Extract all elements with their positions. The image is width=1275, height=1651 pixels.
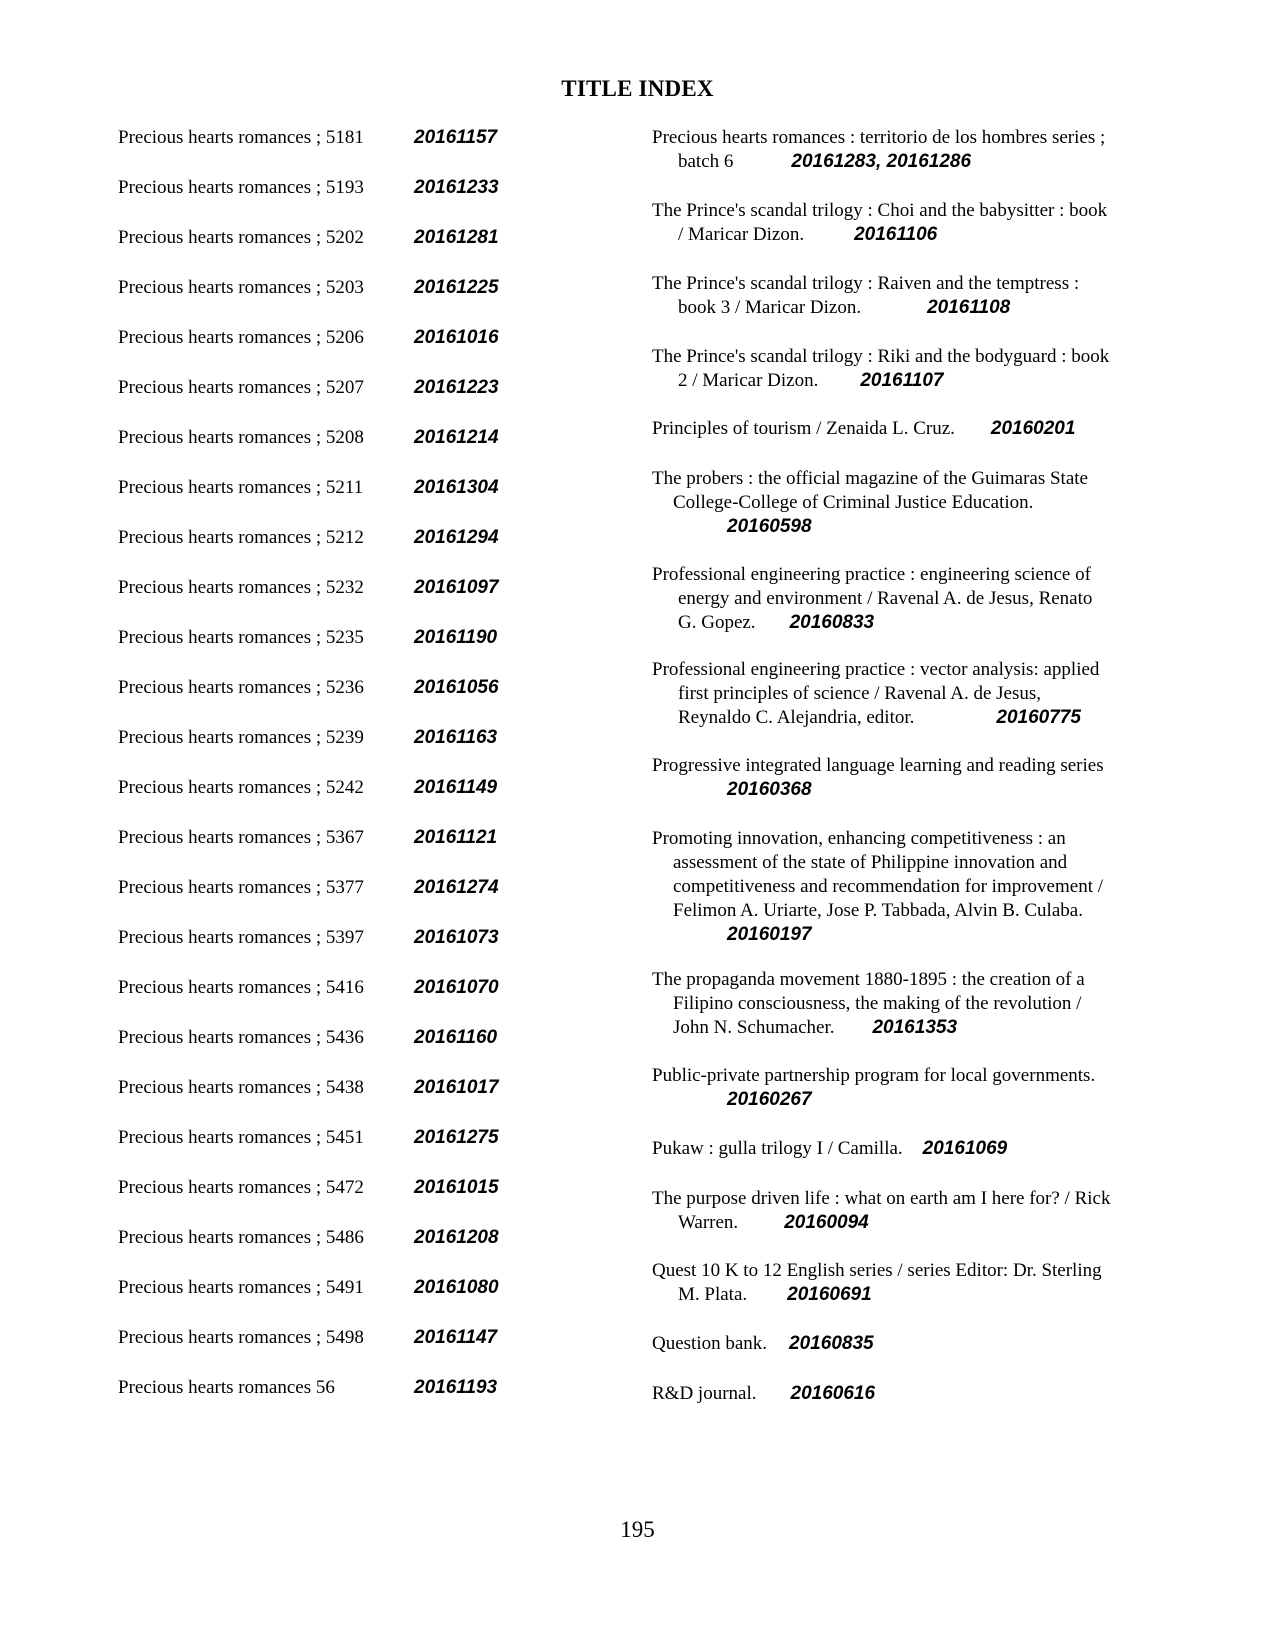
- entry-title-text: The Prince's scandal trilogy : Raiven and the temptress :: [652, 273, 1080, 294]
- entry-title: Precious hearts romances ; 5236: [118, 677, 364, 698]
- entry-title-line: [652, 417, 1162, 441]
- entry-title-text: Filipino consciousness, the making of the revolution /: [673, 993, 1082, 1014]
- entry-title-text: College-College of Criminal Justice Education.: [673, 492, 1034, 513]
- accession-number: 20161107: [860, 370, 944, 391]
- entry-title: Precious hearts romances ; 5207: [118, 377, 364, 398]
- index-entry: [652, 272, 1162, 320]
- index-entry: [118, 573, 538, 603]
- entry-title-line: [652, 587, 1162, 611]
- index-entry: [652, 199, 1162, 247]
- index-entry: [118, 973, 538, 1003]
- index-entry: [118, 723, 538, 753]
- accession-number: 20161121: [414, 827, 498, 848]
- entry-title-text: The propaganda movement 1880-1895 : the creation of a: [652, 969, 1085, 990]
- entry-title-line: [652, 1016, 1162, 1040]
- accession-number: 20161283, 20161286: [791, 151, 972, 172]
- accession-number: 20161106: [854, 224, 938, 245]
- accession-number: 20160616: [790, 1383, 876, 1404]
- accession-number: 20161190: [414, 627, 498, 648]
- entry-title-text: The probers : the official magazine of the Guimaras State: [652, 468, 1088, 489]
- accession-number: 20161015: [414, 1177, 499, 1198]
- accession-number: 20160835: [789, 1333, 874, 1354]
- entry-title-line: [652, 296, 1162, 320]
- accession-number: 20161233: [414, 177, 499, 198]
- entry-title-text: batch 6: [678, 151, 734, 172]
- entry-title-line: [652, 1187, 1162, 1211]
- entry-title-text: Precious hearts romances : territorio de los hombres series ;: [652, 127, 1106, 148]
- accession-number: 20161163: [414, 727, 498, 748]
- index-entry: [652, 417, 1162, 441]
- accession-number: 20161223: [414, 377, 499, 398]
- entry-title: Precious hearts romances ; 5203: [118, 277, 364, 298]
- index-entry: [118, 123, 538, 153]
- accession-number: 20161353: [872, 1017, 958, 1038]
- entry-title: Precious hearts romances ; 5212: [118, 527, 364, 548]
- accession-number: 20160094: [784, 1212, 869, 1233]
- index-entry: [118, 1073, 538, 1103]
- index-entry: [118, 373, 538, 403]
- entry-title: Precious hearts romances ; 5208: [118, 427, 364, 448]
- accession-number: 20161225: [414, 277, 499, 298]
- index-entry: [118, 623, 538, 653]
- entry-title-line: [652, 491, 1162, 515]
- accession-number: 20161149: [414, 777, 498, 798]
- accession-number: 20160598: [727, 516, 812, 537]
- index-entry: [118, 823, 538, 853]
- index-entry: [652, 1064, 1162, 1112]
- accession-line: [652, 515, 1162, 539]
- entry-title-text: Warren.: [678, 1212, 739, 1233]
- page-title: TITLE INDEX: [561, 76, 714, 101]
- accession-number: 20161108: [927, 297, 1011, 318]
- accession-line: [652, 923, 1162, 947]
- entry-title: Precious hearts romances ; 5438: [118, 1077, 364, 1098]
- entry-title-line: [652, 467, 1162, 491]
- entry-title-line: [652, 968, 1162, 992]
- entry-title-text: assessment of the state of Philippine innovation and: [673, 852, 1068, 873]
- entry-title-line: [652, 706, 1162, 730]
- index-entry: [118, 1223, 538, 1253]
- entry-title: Precious hearts romances ; 5202: [118, 227, 364, 248]
- entry-title-line: [652, 1259, 1162, 1283]
- entry-title: Precious hearts romances ; 5377: [118, 877, 364, 898]
- entry-title: Precious hearts romances ; 5451: [118, 1127, 364, 1148]
- entry-title: Precious hearts romances ; 5211: [118, 477, 364, 498]
- entry-title: Precious hearts romances ; 5416: [118, 977, 364, 998]
- entry-title: Precious hearts romances ; 5436: [118, 1027, 364, 1048]
- index-entry: [652, 827, 1162, 947]
- entry-title-text: R&D journal.: [652, 1383, 757, 1404]
- entry-title-text: The Prince's scandal trilogy : Riki and the bodyguard : book: [652, 346, 1110, 367]
- index-entry: [652, 467, 1162, 539]
- index-entry: [652, 1382, 1162, 1406]
- index-entry: [652, 968, 1162, 1040]
- index-entry: [118, 1273, 538, 1303]
- index-entry: [652, 345, 1162, 393]
- entry-title: Precious hearts romances ; 5397: [118, 927, 364, 948]
- entry-title-text: Principles of tourism / Zenaida L. Cruz.: [652, 418, 955, 439]
- index-entry: [652, 1259, 1162, 1307]
- entry-title: Precious hearts romances ; 5242: [118, 777, 364, 798]
- index-entry: [118, 273, 538, 303]
- entry-title-line: [652, 611, 1162, 635]
- entry-title-text: M. Plata.: [678, 1284, 748, 1305]
- entry-title-text: Reynaldo C. Alejandria, editor.: [678, 707, 915, 728]
- entry-title-line: [652, 851, 1162, 875]
- accession-number: 20161214: [414, 427, 499, 448]
- entry-title-line: [652, 827, 1162, 851]
- entry-title: Precious hearts romances ; 5367: [118, 827, 364, 848]
- accession-number: 20160775: [996, 707, 1081, 728]
- index-entry: [652, 563, 1162, 635]
- entry-title-line: [652, 1211, 1162, 1235]
- accession-number: 20161056: [414, 677, 499, 698]
- accession-number: 20161073: [414, 927, 499, 948]
- entry-title-text: Pukaw : gulla trilogy I / Camilla.: [652, 1138, 903, 1159]
- accession-number: 20161080: [414, 1277, 499, 1298]
- accession-number: 20160197: [727, 924, 812, 945]
- entry-title: Precious hearts romances ; 5235: [118, 627, 364, 648]
- entry-title-text: Quest 10 K to 12 English series / series Editor: Dr. Sterling: [652, 1260, 1102, 1281]
- accession-number: 20161070: [414, 977, 499, 998]
- accession-number: 20161069: [922, 1138, 1008, 1159]
- entry-title: Precious hearts romances ; 5239: [118, 727, 364, 748]
- index-entry: [652, 658, 1162, 730]
- entry-title: Precious hearts romances ; 5193: [118, 177, 364, 198]
- accession-number: 20161097: [414, 577, 499, 598]
- entry-title-text: energy and environment / Ravenal A. de Jesus, Renato: [678, 588, 1093, 609]
- entry-title-line: [652, 345, 1162, 369]
- entry-title-line: [652, 1137, 1162, 1161]
- entry-title: Precious hearts romances ; 5486: [118, 1227, 364, 1248]
- accession-number: 20161160: [414, 1027, 498, 1048]
- entry-title-line: [652, 272, 1162, 296]
- index-entry: [118, 773, 538, 803]
- entry-title-text: John N. Schumacher.: [673, 1017, 835, 1038]
- index-entry: [118, 323, 538, 353]
- accession-number: 20160267: [727, 1089, 812, 1110]
- index-entry: [652, 126, 1162, 174]
- entry-title-line: [652, 563, 1162, 587]
- accession-number: 20161294: [414, 527, 499, 548]
- entry-title-line: [652, 1332, 1162, 1356]
- index-entry: [118, 1323, 538, 1353]
- accession-number: 20161208: [414, 1227, 499, 1248]
- entry-title-text: Professional engineering practice : vector analysis: applied: [652, 659, 1100, 680]
- index-entry: [118, 1173, 538, 1203]
- index-entry: [118, 923, 538, 953]
- entry-title-text: / Maricar Dizon.: [678, 224, 805, 245]
- accession-number: 20160833: [789, 612, 875, 633]
- index-entry: [118, 523, 538, 553]
- entry-title-line: [652, 658, 1162, 682]
- index-entry: [118, 1373, 538, 1403]
- entry-title-text: first principles of science / Ravenal A. de Jesus,: [678, 683, 1042, 704]
- index-entry: [118, 173, 538, 203]
- entry-title: Precious hearts romances 56: [118, 1377, 335, 1398]
- entry-title: Precious hearts romances ; 5206: [118, 327, 364, 348]
- entry-title-line: [652, 682, 1162, 706]
- entry-title-text: competitiveness and recommendation for improvement /: [673, 876, 1104, 897]
- accession-line: [652, 1088, 1162, 1112]
- accession-number: 20161193: [414, 1377, 498, 1398]
- index-entry: [652, 1137, 1162, 1161]
- entry-title: Precious hearts romances ; 5232: [118, 577, 364, 598]
- entry-title: Precious hearts romances ; 5181: [118, 127, 364, 148]
- page-number: 195: [620, 1517, 655, 1542]
- entry-title-text: G. Gopez.: [678, 612, 756, 633]
- entry-title-line: [652, 150, 1162, 174]
- entry-title-text: 2 / Maricar Dizon.: [678, 370, 819, 391]
- index-entry: [118, 423, 538, 453]
- accession-number: 20160201: [990, 418, 1076, 439]
- index-entry: [118, 1023, 538, 1053]
- entry-title-line: [652, 1382, 1162, 1406]
- entry-title-line: [652, 992, 1162, 1016]
- accession-number: 20161274: [414, 877, 499, 898]
- index-entry: [652, 1332, 1162, 1356]
- index-entry: [118, 673, 538, 703]
- accession-number: 20161157: [414, 127, 498, 148]
- entry-title-line: [652, 223, 1162, 247]
- entry-title-text: Question bank.: [652, 1333, 768, 1354]
- entry-title-text: Public-private partnership program for local governments.: [652, 1065, 1096, 1086]
- index-entry: [118, 873, 538, 903]
- entry-title-text: Felimon A. Uriarte, Jose P. Tabbada, Alvin B. Culaba.: [673, 900, 1083, 921]
- entry-title-line: [652, 369, 1162, 393]
- entry-title-text: book 3 / Maricar Dizon.: [678, 297, 862, 318]
- index-entry: [118, 1123, 538, 1153]
- accession-number: 20161275: [414, 1127, 499, 1148]
- entry-title-line: [652, 1283, 1162, 1307]
- entry-title-line: [652, 1064, 1162, 1088]
- index-entry: [652, 754, 1162, 802]
- accession-number: 20160691: [787, 1284, 872, 1305]
- index-entry: [118, 223, 538, 253]
- entry-title: Precious hearts romances ; 5498: [118, 1327, 364, 1348]
- index-entry: [652, 1187, 1162, 1235]
- accession-number: 20161017: [414, 1077, 499, 1098]
- entry-title-text: Professional engineering practice : engineering science of: [652, 564, 1091, 585]
- entry-title-text: The purpose driven life : what on earth am I here for? / Rick: [652, 1188, 1111, 1209]
- accession-number: 20161304: [414, 477, 499, 498]
- entry-title-line: [652, 899, 1162, 923]
- entry-title-text: Progressive integrated language learning and reading series: [652, 755, 1104, 776]
- entry-title-line: [652, 754, 1162, 778]
- entry-title: Precious hearts romances ; 5472: [118, 1177, 364, 1198]
- accession-line: [652, 778, 1162, 802]
- entry-title: Precious hearts romances ; 5491: [118, 1277, 364, 1298]
- entry-title-line: [652, 875, 1162, 899]
- entry-title-line: [652, 126, 1162, 150]
- accession-number: 20160368: [727, 779, 812, 800]
- entry-title-text: The Prince's scandal trilogy : Choi and the babysitter : book: [652, 200, 1108, 221]
- index-entry: [118, 473, 538, 503]
- entry-title-line: [652, 199, 1162, 223]
- accession-number: 20161147: [414, 1327, 498, 1348]
- accession-number: 20161281: [414, 227, 499, 248]
- accession-number: 20161016: [414, 327, 499, 348]
- entry-title-text: Promoting innovation, enhancing competitiveness : an: [652, 828, 1066, 849]
